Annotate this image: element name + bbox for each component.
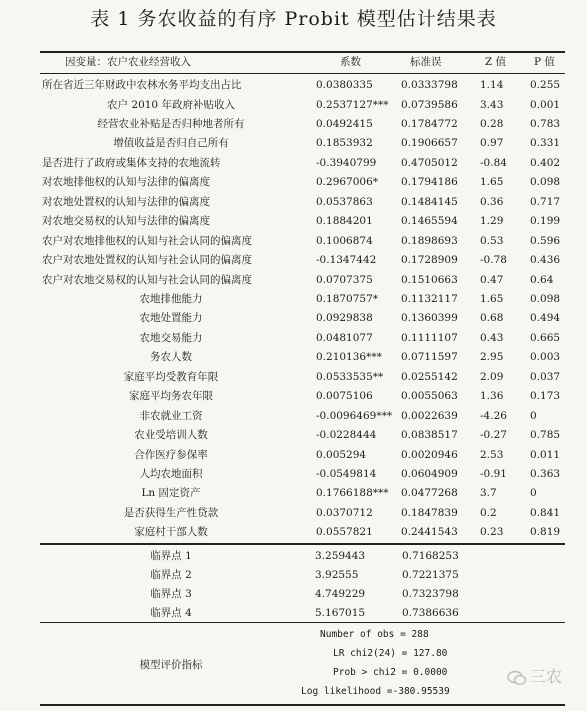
cell-coef: 0.0707375 [316, 273, 373, 286]
cell-variable: Ln 固定资产 [141, 487, 201, 500]
table-row [40, 348, 565, 367]
cell-se: 0.0477268 [401, 487, 458, 500]
header-p: P 值 [534, 56, 555, 68]
mid-rule [40, 543, 565, 545]
cell-coef: 0.0380335 [316, 79, 373, 91]
cell-coef: 0.005294 [316, 448, 367, 461]
cell-z: -0.84 [480, 156, 507, 169]
cell-z: 1.36 [480, 390, 504, 403]
fit-label: 模型评价指标 [139, 659, 203, 671]
cell-coef: 0.0481077 [316, 331, 373, 344]
cutpoint-se: 0.7386636 [402, 607, 459, 619]
cell-variable: 是否进行了政府或集体支持的农地流转 [42, 156, 221, 169]
cell-se: 0.0020946 [401, 448, 458, 461]
cell-se: 0.1111107 [401, 331, 458, 344]
cell-variable: 所在省近三年财政中农林水务平均支出占比 [42, 79, 242, 91]
cell-z: 2.53 [480, 448, 504, 461]
cell-variable: 是否获得生产性贷款 [123, 506, 219, 519]
cell-z: 0.23 [480, 526, 504, 539]
cell-se: 0.0711597 [401, 351, 458, 364]
table-row [40, 484, 565, 503]
cutpoint-label: 临界点 2 [150, 569, 192, 581]
cell-coef: 0.0492415 [316, 117, 373, 130]
cell-coef: 0.1006874 [316, 234, 373, 247]
cell-z: 1.65 [480, 176, 504, 189]
cell-z: 1.29 [480, 215, 504, 228]
cell-z: 1.65 [480, 292, 504, 305]
header-rule [40, 73, 565, 74]
table-row [40, 426, 565, 445]
cell-p: 0.001 [530, 98, 561, 111]
cell-z: 0.53 [480, 234, 504, 247]
fit-rule [40, 622, 565, 623]
cell-se: 0.1906657 [401, 137, 458, 150]
cell-p: 0.011 [530, 448, 561, 461]
cutpoint-row [40, 585, 565, 604]
table-row [40, 309, 565, 328]
cell-z: -0.78 [480, 254, 507, 266]
header-row [40, 53, 565, 72]
fit-item: Number of obs = 288 [320, 629, 429, 640]
cutpoint-label: 临界点 3 [150, 588, 192, 600]
cutpoint-label: 临界点 1 [150, 550, 192, 562]
cutpoint-coef: 3.259443 [315, 550, 366, 562]
cell-coef: 0.1853932 [316, 137, 373, 150]
table-row [40, 368, 565, 387]
cell-se: 0.1465594 [401, 215, 458, 228]
fit-item: LR chi2(24) = 127.80 [333, 648, 448, 659]
table-row [40, 96, 565, 115]
cell-variable: 家庭村干部人数 [134, 526, 208, 539]
cell-se: 0.1484145 [401, 195, 458, 208]
cutpoint-se: 0.7168253 [402, 550, 459, 562]
cutpoint-row [40, 604, 565, 623]
cell-coef: 0.1884201 [316, 215, 373, 228]
cell-p: 0.819 [530, 526, 561, 539]
table-row [40, 251, 565, 270]
cell-se: 0.0333798 [401, 79, 458, 91]
cell-se: 0.0022639 [401, 409, 458, 422]
table-row [40, 115, 565, 134]
cell-p: 0.783 [530, 117, 561, 130]
header-coef: 系数 [340, 56, 361, 68]
cell-variable: 农户对农地处置权的认知与社会认同的偏离度 [42, 254, 252, 266]
cutpoint-row [40, 566, 565, 585]
cell-z: 0.36 [480, 195, 504, 208]
cell-p: 0.402 [530, 156, 561, 169]
cell-p: 0.785 [530, 429, 561, 442]
cell-z: 2.09 [480, 370, 504, 383]
cell-variable: 非农就业工资 [139, 409, 203, 422]
cell-coef: 0.1766188*** [316, 487, 389, 500]
cell-variable: 对农地排他权的认知与法律的偏离度 [42, 176, 210, 189]
cell-coef: 0.2537127*** [316, 98, 389, 111]
cell-p: 0.64 [530, 273, 554, 286]
cell-z: 3.43 [480, 98, 504, 111]
cell-coef: 0.0557821 [316, 526, 373, 539]
cell-coef: 0.2967006* [316, 176, 379, 189]
cell-z: 0.43 [480, 331, 504, 344]
cell-se: 0.0604909 [401, 468, 458, 480]
table-row [40, 329, 565, 348]
cell-coef: 0.0537863 [316, 195, 373, 208]
cutpoint-coef: 5.167015 [315, 607, 366, 619]
table-row [40, 193, 565, 212]
cell-variable: 人均农地面积 [139, 468, 203, 480]
cell-p: 0.665 [530, 331, 561, 344]
cell-variable: 农户 2010 年政府补贴收入 [107, 98, 235, 111]
cell-coef: -0.0228444 [316, 429, 377, 442]
cell-z: 0.68 [480, 312, 504, 325]
cell-p: 0.596 [530, 234, 561, 247]
cell-se: 0.4705012 [401, 156, 458, 169]
cell-coef: 0.1870757* [316, 292, 379, 305]
cell-p: 0.003 [530, 351, 561, 364]
cell-variable: 农户对农地交易权的认知与社会认同的偏离度 [42, 273, 252, 286]
cell-z: 0.97 [480, 137, 504, 150]
cell-p: 0.098 [530, 176, 561, 189]
header-se: 标准误 [410, 56, 442, 68]
cell-variable: 家庭平均受教育年限 [123, 370, 219, 383]
cell-p: 0.255 [530, 79, 561, 91]
cell-variable: 对农地处置权的认知与法律的偏离度 [42, 195, 210, 208]
cell-z: -0.91 [480, 468, 507, 480]
cell-se: 0.1898693 [401, 234, 458, 247]
cell-se: 0.1510663 [401, 273, 458, 286]
cell-p: 0.717 [530, 195, 561, 208]
cell-variable: 农户对农地排他权的认知与社会认同的偏离度 [42, 234, 252, 247]
table-row [40, 387, 565, 406]
table-row [40, 154, 565, 173]
cutpoint-label: 临界点 4 [150, 607, 192, 619]
cell-z: 2.95 [480, 351, 504, 364]
table-row [40, 465, 565, 484]
cell-se: 0.0838517 [401, 429, 458, 442]
cell-coef: -0.0096469*** [316, 409, 393, 422]
cell-se: 0.1728909 [401, 254, 458, 266]
cell-z: -0.27 [480, 429, 507, 442]
table-row [40, 134, 565, 153]
cell-se: 0.1847839 [401, 506, 458, 519]
cell-variable: 对农地交易权的认知与法律的偏离度 [42, 215, 210, 228]
cell-coef: -0.1347442 [316, 254, 377, 266]
cutpoint-se: 0.7221375 [402, 569, 459, 581]
cutpoint-coef: 3.92555 [315, 569, 359, 581]
table-title: 表 1 务农收益的有序 Probit 模型估计结果表 [90, 8, 497, 30]
cell-variable: 合作医疗参保率 [134, 448, 208, 461]
cell-coef: 0.0929838 [316, 312, 373, 325]
cell-se: 0.0739586 [401, 98, 458, 111]
table-row [40, 173, 565, 192]
cell-p: 0.098 [530, 292, 561, 305]
table-row [40, 523, 565, 542]
cell-p: 0 [530, 487, 537, 500]
cell-p: 0.331 [530, 137, 561, 150]
header-variable: 因变量：农户农业经营收入 [65, 56, 191, 68]
cell-se: 0.1794186 [401, 176, 458, 189]
cell-z: 3.7 [480, 487, 497, 500]
cell-variable: 家庭平均务农年限 [129, 390, 213, 403]
watermark-text: 三农 [530, 667, 563, 686]
cell-variable: 农地交易能力 [139, 331, 203, 344]
cell-p: 0.199 [530, 215, 561, 228]
cell-coef: 0.0075106 [316, 390, 373, 403]
cell-p: 0.841 [530, 506, 561, 519]
cell-z: 0.2 [480, 506, 497, 519]
table-row [40, 290, 565, 309]
table-row [40, 446, 565, 465]
cell-z: 0.28 [480, 117, 504, 130]
cell-coef: 0.0370712 [316, 506, 373, 519]
fit-item: Prob > chi2 = 0.0000 [333, 667, 448, 678]
cell-z: 1.14 [480, 79, 504, 91]
wechat-icon [507, 670, 527, 686]
header-z: Z 值 [485, 56, 507, 68]
cell-coef: 0.0533535** [316, 370, 384, 383]
cell-p: 0.494 [530, 312, 561, 325]
cell-variable: 增值收益是否归自己所有 [113, 137, 229, 150]
cell-coef: -0.3940799 [316, 156, 377, 169]
fit-item: Log likelihood =-380.95539 [301, 686, 450, 697]
cell-coef: -0.0549814 [316, 468, 377, 480]
table-row [40, 232, 565, 251]
table-row [40, 76, 565, 95]
table-row [40, 271, 565, 290]
bottom-rule [40, 704, 565, 706]
table-row [40, 212, 565, 231]
cell-p: 0.436 [530, 254, 561, 266]
cutpoint-se: 0.7323798 [402, 588, 459, 600]
cell-z: 0.47 [480, 273, 504, 286]
cell-variable: 农业受培训人数 [134, 429, 208, 442]
cell-p: 0.173 [530, 390, 561, 403]
cutpoint-coef: 4.749229 [315, 588, 366, 600]
cell-se: 0.1132117 [401, 292, 458, 305]
cell-p: 0 [530, 409, 537, 422]
cell-se: 0.1360399 [401, 312, 458, 325]
table-row [40, 407, 565, 426]
cell-variable: 农地处置能力 [139, 312, 203, 325]
cell-se: 0.0255142 [401, 370, 458, 383]
cell-z: -4.26 [480, 409, 507, 422]
table-row [40, 504, 565, 523]
cell-se: 0.2441543 [401, 526, 458, 539]
cell-p: 0.363 [530, 468, 561, 480]
cutpoint-row [40, 547, 565, 566]
cell-coef: 0.210136*** [316, 351, 382, 364]
watermark [507, 664, 562, 687]
cell-se: 0.0055063 [401, 390, 458, 403]
cell-variable: 农地排他能力 [139, 292, 203, 305]
cell-variable: 务农人数 [150, 351, 192, 364]
cell-se: 0.1784772 [401, 117, 458, 130]
cell-p: 0.037 [530, 370, 561, 383]
cell-variable: 经营农业补贴是否归种地者所有 [97, 117, 245, 130]
